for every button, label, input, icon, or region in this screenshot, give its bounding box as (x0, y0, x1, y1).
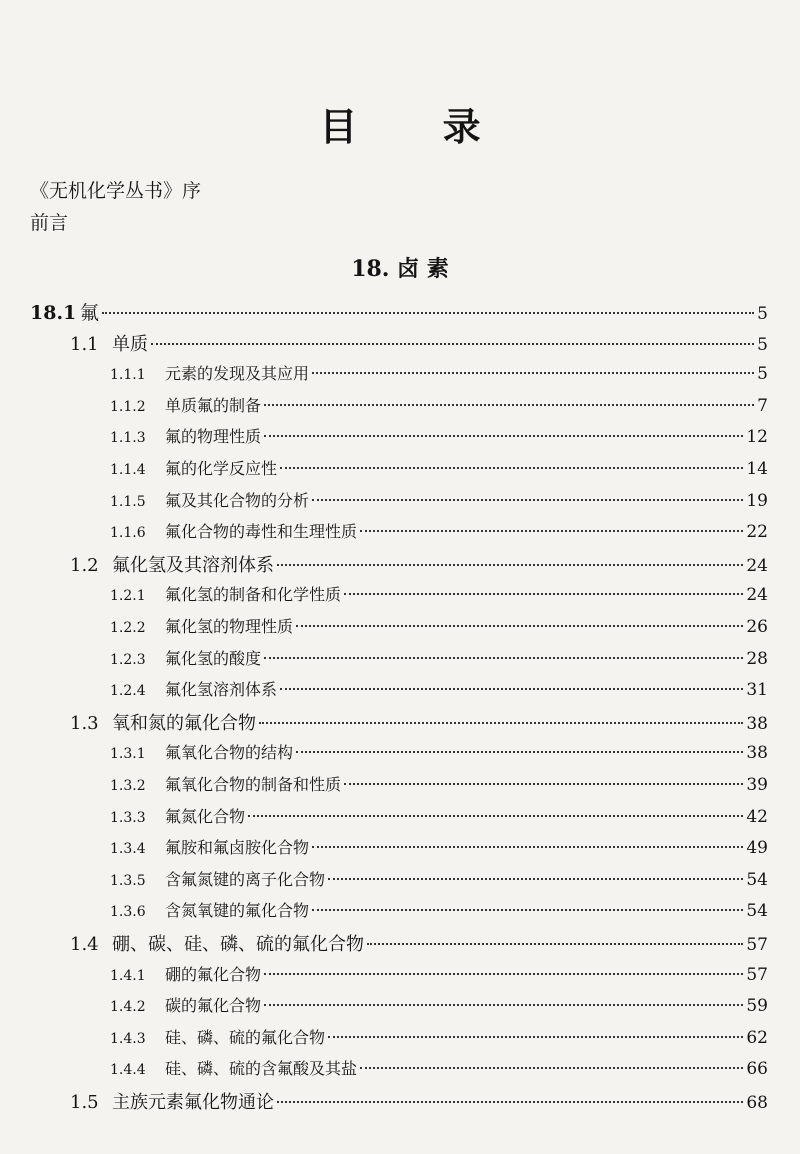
toc-entry-title: 氟的化学反应性 (165, 459, 278, 478)
toc-leader-dots (328, 1036, 743, 1038)
toc-leader-dots (280, 688, 743, 690)
toc-entry-title: 氟 (80, 302, 100, 324)
toc-entry-page: 28 (746, 649, 768, 669)
toc-entry-page: 22 (746, 522, 768, 542)
toc-entry[interactable] (30, 298, 768, 325)
toc-leader-dots (264, 435, 743, 437)
toc-leader-dots (151, 343, 754, 345)
toc-leader-dots (248, 815, 743, 817)
toc-entry[interactable] (110, 646, 768, 669)
toc-entry[interactable] (110, 519, 768, 542)
toc-entry-number: 1.1.1 (110, 367, 146, 383)
toc-entry-title: 氟化氢的制备和化学性质 (165, 585, 342, 604)
toc-entry[interactable] (110, 456, 768, 479)
toc-entry-page: 7 (757, 396, 768, 416)
page-title: 目 录 (319, 104, 517, 149)
toc-entry-title: 氟氧化合物的制备和性质 (165, 775, 342, 794)
toc-entry-number: 1.3.3 (110, 810, 146, 826)
toc-entry-title: 硅、磷、硫的氟化合物 (165, 1028, 326, 1047)
toc-entry[interactable] (110, 424, 768, 447)
toc-entry-title: 硼、碳、硅、磷、硫的氟化合物 (112, 934, 364, 955)
toc-entry-title: 氧和氮的氟化合物 (112, 713, 256, 734)
chapter-heading (0, 252, 800, 283)
toc-entry-title: 氟化氢的物理性质 (165, 617, 294, 636)
toc-leader-dots (277, 1101, 743, 1103)
toc-entry-number: 1.3.4 (110, 841, 146, 857)
toc-entry-number: 1.4.4 (110, 1062, 146, 1078)
toc-entry[interactable] (110, 772, 768, 795)
toc-entry-number: 1.3.2 (110, 778, 146, 794)
toc-leader-dots (360, 1067, 743, 1069)
toc-entry-number: 1.3.5 (110, 873, 146, 889)
toc-leader-dots (296, 751, 743, 753)
toc-leader-dots (312, 846, 743, 848)
toc-entry[interactable] (110, 614, 768, 637)
toc-entry-number: 1.3.1 (110, 746, 146, 762)
toc-entry[interactable] (110, 361, 768, 384)
toc-entry[interactable] (70, 330, 768, 356)
toc-leader-dots (264, 973, 743, 975)
toc-entry-number: 1.1 (70, 334, 99, 355)
toc-entry-title: 氟化氢溶剂体系 (165, 680, 278, 699)
toc-entry-title: 元素的发现及其应用 (165, 364, 310, 383)
toc-entry-number: 1.1.4 (110, 462, 146, 478)
toc-entry-title: 氟氮化合物 (165, 807, 246, 826)
toc-entry-page: 54 (746, 870, 768, 890)
toc-entry-title: 单质氟的制备 (165, 396, 262, 415)
chapter-title: 卤 素 (397, 256, 449, 282)
toc-entry-number: 1.3 (70, 713, 99, 734)
toc-entry-page: 24 (746, 556, 768, 576)
toc-entry-number: 1.4 (70, 934, 99, 955)
toc-entry[interactable] (110, 740, 768, 763)
toc-entry-title: 含氮氧键的氟化合物 (165, 901, 310, 920)
toc-entry-number: 1.2.4 (110, 683, 146, 699)
toc-entry-title: 主族元素氟化物通论 (112, 1092, 274, 1113)
toc-entry-page: 5 (757, 335, 768, 355)
toc-entry-title: 氟胺和氟卤胺化合物 (165, 838, 310, 857)
toc-entry-number: 1.4.1 (110, 968, 146, 984)
toc-entry-title: 单质 (112, 334, 148, 355)
toc-leader-dots (264, 404, 754, 406)
toc-entry-number: 1.3.6 (110, 904, 146, 920)
toc-entry-page: 42 (746, 807, 768, 827)
toc-leader-dots (259, 722, 743, 724)
toc-entry-number: 1.4.2 (110, 999, 146, 1015)
toc-entry-title: 氟的物理性质 (165, 427, 262, 446)
toc-entry-page: 59 (746, 996, 768, 1016)
toc-entry-number: 1.1.2 (110, 399, 146, 415)
toc-entry-title: 硼的氟化合物 (165, 965, 262, 984)
toc-entry[interactable] (110, 582, 768, 605)
toc-entry-page: 12 (746, 427, 768, 447)
toc-entry-title: 碳的氟化合物 (165, 996, 262, 1015)
toc-entry-number: 1.2.3 (110, 652, 146, 668)
toc-leader-dots (344, 593, 743, 595)
toc-entry[interactable] (110, 993, 768, 1016)
toc-leader-dots (312, 909, 743, 911)
toc-entry-page: 26 (746, 617, 768, 637)
toc-entry-page: 54 (746, 901, 768, 921)
toc-entry-title: 硅、磷、硫的含氟酸及其盐 (165, 1059, 358, 1078)
toc-entry[interactable] (110, 1056, 768, 1079)
toc-entry-title: 氟及其化合物的分析 (165, 491, 310, 510)
toc-leader-dots (328, 878, 743, 880)
toc-entry[interactable] (110, 835, 768, 858)
toc-entry[interactable] (110, 393, 768, 416)
toc-leader-dots (102, 312, 754, 314)
toc-entry-page: 39 (746, 775, 768, 795)
front-matter-foreword[interactable]: 前言 (30, 212, 69, 234)
toc-entry-page: 68 (746, 1093, 768, 1113)
toc-entry[interactable] (110, 488, 768, 511)
toc-leader-dots (280, 467, 743, 469)
toc-entry-page: 66 (746, 1059, 768, 1079)
toc-leader-dots (312, 372, 754, 374)
toc-entry[interactable] (70, 551, 768, 577)
toc-entry[interactable] (110, 1025, 768, 1048)
toc-entry-number: 1.5 (70, 1092, 99, 1113)
toc-entry-page: 49 (746, 838, 768, 858)
toc-entry-page: 31 (746, 680, 768, 700)
toc-leader-dots (296, 625, 743, 627)
toc-entry-page: 57 (746, 965, 768, 985)
toc-entry-page: 14 (746, 459, 768, 479)
toc-entry-number: 18.1 (30, 302, 77, 324)
front-matter-series-preface[interactable]: 《无机化学丛书》序 (30, 180, 202, 202)
toc-entry[interactable] (110, 962, 768, 985)
toc-entry-page: 5 (757, 364, 768, 384)
toc-entry-title: 氟化合物的毒性和生理性质 (165, 522, 358, 541)
toc-entry-page: 38 (746, 743, 768, 763)
toc-leader-dots (277, 564, 743, 566)
toc-entry-page: 19 (746, 491, 768, 511)
toc-entry-title: 氟化氢及其溶剂体系 (112, 555, 274, 576)
toc-entry[interactable] (110, 677, 768, 700)
toc-leader-dots (312, 499, 743, 501)
toc-entry[interactable] (70, 709, 768, 735)
toc-entry[interactable] (70, 930, 768, 956)
toc-leader-dots (264, 1004, 743, 1006)
toc-entry-page: 62 (746, 1028, 768, 1048)
toc-leader-dots (264, 657, 743, 659)
toc-entry[interactable] (110, 867, 768, 890)
toc-entry-page: 24 (746, 585, 768, 605)
toc-entry-page: 5 (757, 304, 768, 324)
toc-entry-number: 1.2.1 (110, 588, 146, 604)
toc-entry-number: 1.1.5 (110, 494, 146, 510)
toc-leader-dots (344, 783, 743, 785)
toc-entry-number: 1.2.2 (110, 620, 146, 636)
toc-entry-title: 氟化氢的酸度 (165, 649, 262, 668)
toc-entry-page: 57 (746, 935, 768, 955)
toc-entry-number: 1.2 (70, 555, 99, 576)
toc-entry-number: 1.1.3 (110, 430, 146, 446)
toc-entry-title: 含氟氮键的离子化合物 (165, 870, 326, 889)
toc-entry[interactable] (70, 1088, 768, 1114)
chapter-number: 18. (351, 256, 390, 282)
toc-entry-number: 1.1.6 (110, 525, 146, 541)
toc-leader-dots (367, 943, 743, 945)
toc-entry[interactable] (110, 898, 768, 921)
toc-entry-page: 38 (746, 714, 768, 734)
toc-entry-title: 氟氧化合物的结构 (165, 743, 294, 762)
toc-entry[interactable] (110, 804, 768, 827)
toc-leader-dots (360, 530, 743, 532)
toc-entry-number: 1.4.3 (110, 1031, 146, 1047)
